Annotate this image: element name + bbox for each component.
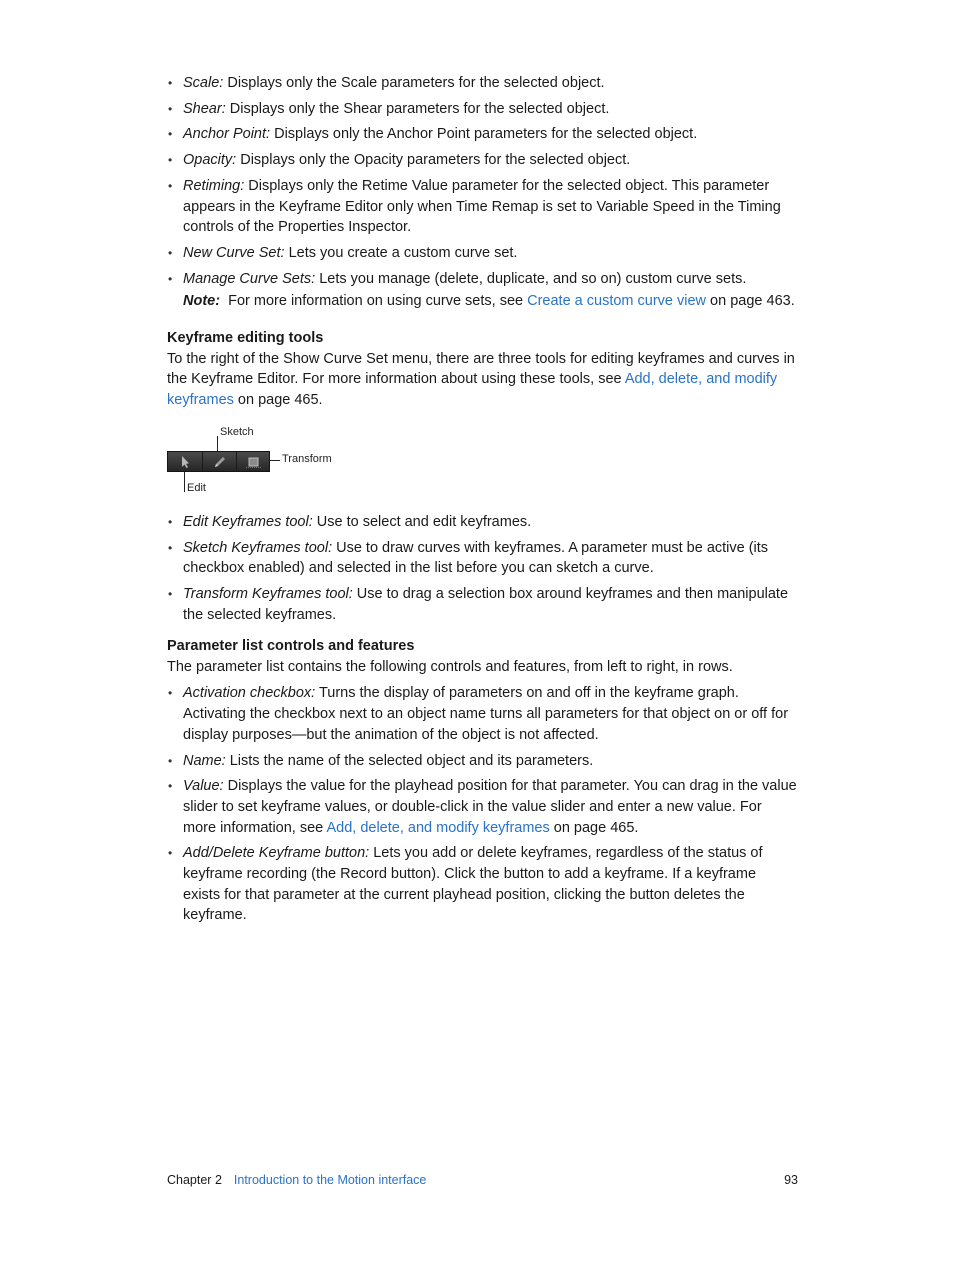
arrow-pointer-icon bbox=[179, 455, 191, 469]
chapter-label: Chapter 2 bbox=[167, 1173, 222, 1187]
list-item: • Activation checkbox: Turns the display of parameters on and off in the keyframe graph. Activating the checkbox next to an object name turns all parameters for that object on or off for display purposes—but the animation of the object is not affected. bbox=[167, 683, 797, 745]
transform-keyframes-tool[interactable] bbox=[236, 452, 271, 471]
section-heading: Keyframe editing tools bbox=[167, 330, 324, 346]
parameter-features-list bbox=[167, 683, 797, 926]
tools-list bbox=[167, 512, 797, 626]
create-custom-curve-view-link[interactable]: Create a custom curve view bbox=[527, 293, 707, 310]
list-item: • Opacity: Displays only the Opacity parameters for the selected object. bbox=[167, 150, 797, 171]
list-item: • Add/Delete Keyframe button: Lets you add or delete keyframes, regardless of the status of keyframe recording (the Record button). Click the button to add a keyframe. If a keyframe exists for that parameter at the current playhead position, clicking the button deletes the keyframe. bbox=[167, 843, 797, 926]
sketch-callout-line bbox=[217, 436, 218, 451]
chapter-title-link[interactable]: Introduction to the Motion interface bbox=[233, 1173, 427, 1187]
edit-callout-label: Edit bbox=[187, 482, 206, 494]
keyframe-tools-figure bbox=[167, 424, 367, 504]
section-body: To the right of the Show Curve Set menu, there are three tools for editing keyframes and curves in the Keyframe Editor. For more information about using these tools, see Add, delete, and modify keyframes on page 465. bbox=[167, 350, 795, 409]
transform-callout-label: Transform bbox=[282, 453, 332, 465]
add-delete-modify-keyframes-link[interactable]: Add, delete, and modify keyframes bbox=[326, 819, 550, 836]
list-item: • New Curve Set: Lets you create a custom curve set. bbox=[167, 243, 797, 264]
list-item: • Shear: Displays only the Shear parameters for the selected object. bbox=[167, 99, 797, 120]
section-heading: Parameter list controls and features bbox=[167, 638, 415, 654]
keyframe-editing-section bbox=[167, 328, 797, 411]
pencil-icon bbox=[213, 455, 227, 469]
page-number: 93 bbox=[784, 1173, 798, 1187]
list-item: • Transform Keyframes tool: Use to drag a selection box around keyframes and then manipulate the selected keyframes. bbox=[167, 584, 797, 625]
add-delete-modify-keyframes-link[interactable]: Add, delete, and modify keyframes bbox=[167, 371, 778, 409]
transform-callout-line bbox=[270, 460, 280, 461]
keyframe-toolbar bbox=[167, 451, 270, 472]
list-item: • Sketch Keyframes tool: Use to draw curves with keyframes. A parameter must be active (its checkbox enabled) and selected in the list before you can sketch a curve. bbox=[167, 538, 797, 579]
section-body: The parameter list contains the following controls and features, from left to right, in rows. bbox=[167, 658, 733, 675]
edit-keyframes-tool[interactable] bbox=[168, 452, 202, 471]
list-item: • Manage Curve Sets: Lets you manage (delete, duplicate, and so on) custom curve sets. bbox=[167, 269, 797, 290]
transform-box-icon bbox=[246, 455, 262, 469]
list-item: • Anchor Point: Displays only the Anchor Point parameters for the selected object. bbox=[167, 124, 797, 145]
list-item: • Name: Lists the name of the selected object and its parameters. bbox=[167, 751, 797, 772]
parameter-list-section bbox=[167, 636, 797, 931]
curve-set-list bbox=[167, 73, 797, 289]
page-footer bbox=[167, 1173, 798, 1187]
sketch-keyframes-tool[interactable] bbox=[202, 452, 237, 471]
keyframe-tools-descriptions bbox=[167, 512, 797, 631]
list-item: • Edit Keyframes tool: Use to select and edit keyframes. bbox=[167, 512, 797, 533]
sketch-callout-label: Sketch bbox=[220, 426, 254, 438]
list-item: • Retiming: Displays only the Retime Value parameter for the selected object. This parameter appears in the Keyframe Editor only when Time Remap is set to Variable Speed in the Timing controls of the Properties Inspector. bbox=[167, 176, 797, 238]
list-item: • Scale: Displays only the Scale parameters for the selected object. bbox=[167, 73, 797, 94]
list-item: • Value: Displays the value for the playhead position for that parameter. You can drag in the value slider to set keyframe values, or double-click in the value slider and enter a new value. For more information, see Add, delete, and modify keyframes on page 465. bbox=[167, 776, 797, 838]
edit-callout-line bbox=[184, 472, 185, 492]
note-paragraph: Note: For more information on using curve sets, see Create a custom curve view on page 463. bbox=[183, 293, 795, 310]
curve-set-options bbox=[167, 73, 797, 312]
